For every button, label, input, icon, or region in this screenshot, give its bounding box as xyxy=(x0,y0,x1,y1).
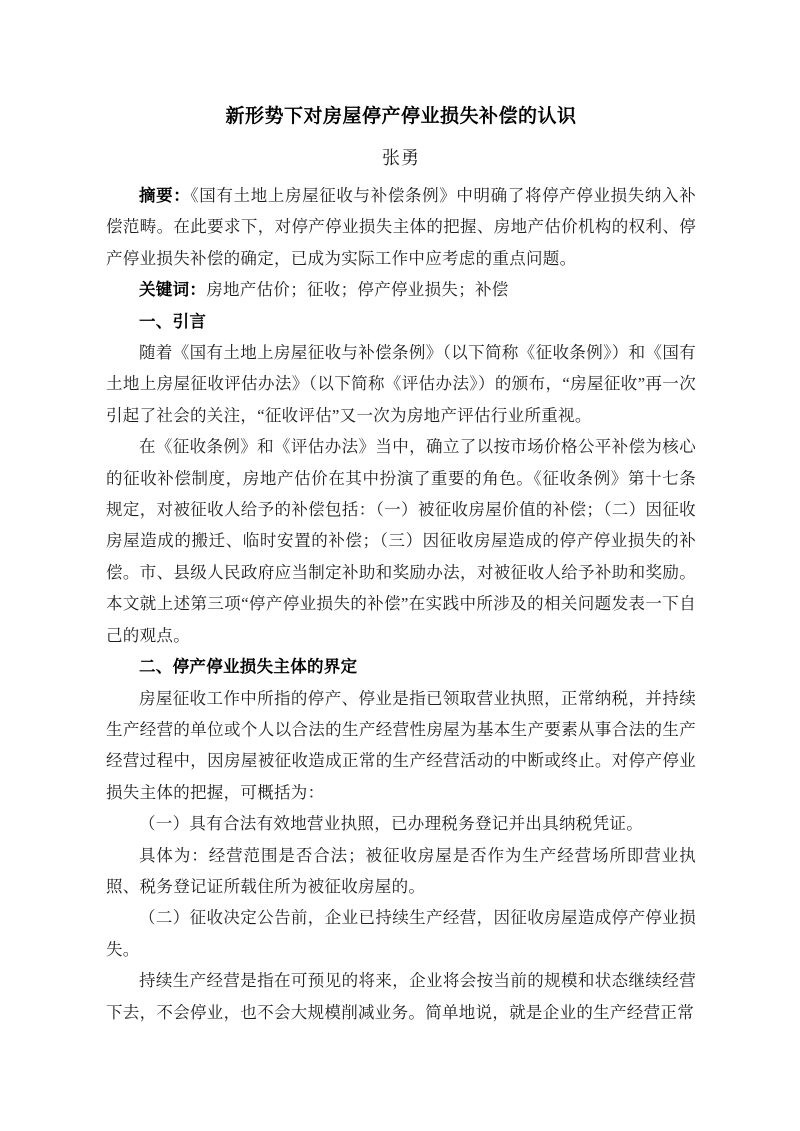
body-paragraph: 在《征收条例》和《评估办法》当中，确立了以按市场价格公平补偿为核心的征收补偿制度，房地产估价在其中扮演了重要的角色。《征收条例》第十七条规定，对被征收人给予的补偿包括：（一）被征收房屋价值的补偿；（二）因征收房屋造成的搬迁、临时安置的补偿；（三）因征收房屋造成的停产停业损失的补偿。市、县级人民政府应当制定补助和奖励办法，对被征收人给予补助和奖励。本文就上述第三项“停产停业损失的补偿”在实践中所涉及的相关问题发表一下自己的观点。 xyxy=(106,437,696,645)
body-paragraph: （二）征收决定公告前，企业已持续生产经营，因征收房屋造成停产停业损失。 xyxy=(106,908,696,959)
abstract-text: 《国有土地上房屋征收与补偿条例》中明确了将停产停业损失纳入补偿范畴。在此要求下，对停产停业损失主体的把握、房地产估价机构的权利、停产停业损失补偿的确定，已成为实际工作中应考虑的重点问题。 xyxy=(106,186,696,268)
body-paragraph: 持续生产经营是指在可预见的将来，企业将会按当前的规模和状态继续经营下去，不会停业，也不会大规模削减业务。简单地说，就是企业的生产经营正常 xyxy=(106,971,696,1022)
keywords-label: 关键词： xyxy=(139,280,207,300)
body-paragraph: （一）具有合法有效地营业执照，已办理税务登记并出具纳税凭证。 xyxy=(139,814,643,834)
keywords-text: 房地产估价；征收；停产停业损失；补偿 xyxy=(206,280,509,300)
page-title: 新形势下对房屋停产停业损失补偿的认识 xyxy=(225,106,577,127)
body-paragraph: 随着《国有土地上房屋征收与补偿条例》（以下简称《征收条例》）和《国有土地上房屋征收评估办法》（以下简称《评估办法》）的颁布，“房屋征收”再一次引起了社会的关注，“征收评估”又一次为房地产评估行业所重视。 xyxy=(106,343,696,425)
abstract-paragraph xyxy=(106,180,696,274)
keywords-line xyxy=(106,274,696,305)
section-heading-loss-subject-definition: 二、停产停业损失主体的界定 xyxy=(139,657,358,677)
abstract-label: 摘要： xyxy=(139,186,191,205)
body-paragraph: 房屋征收工作中所指的停产、停业是指已领取营业执照，正常纳税，并持续生产经营的单位或个人以合法的生产经营性房屋为基本生产要素从事合法的生产经营过程中，因房屋被征收造成正常的生产经营活动的中断或终止。对停产停业损失主体的把握，可概括为： xyxy=(106,688,696,802)
author: 张勇 xyxy=(382,148,420,168)
body-paragraph: 具体为：经营范围是否合法；被征收房屋是否作为生产经营场所即营业执照、税务登记证所载住所为被征收房屋的。 xyxy=(106,845,696,896)
section-heading-introduction: 一、引言 xyxy=(139,311,207,331)
